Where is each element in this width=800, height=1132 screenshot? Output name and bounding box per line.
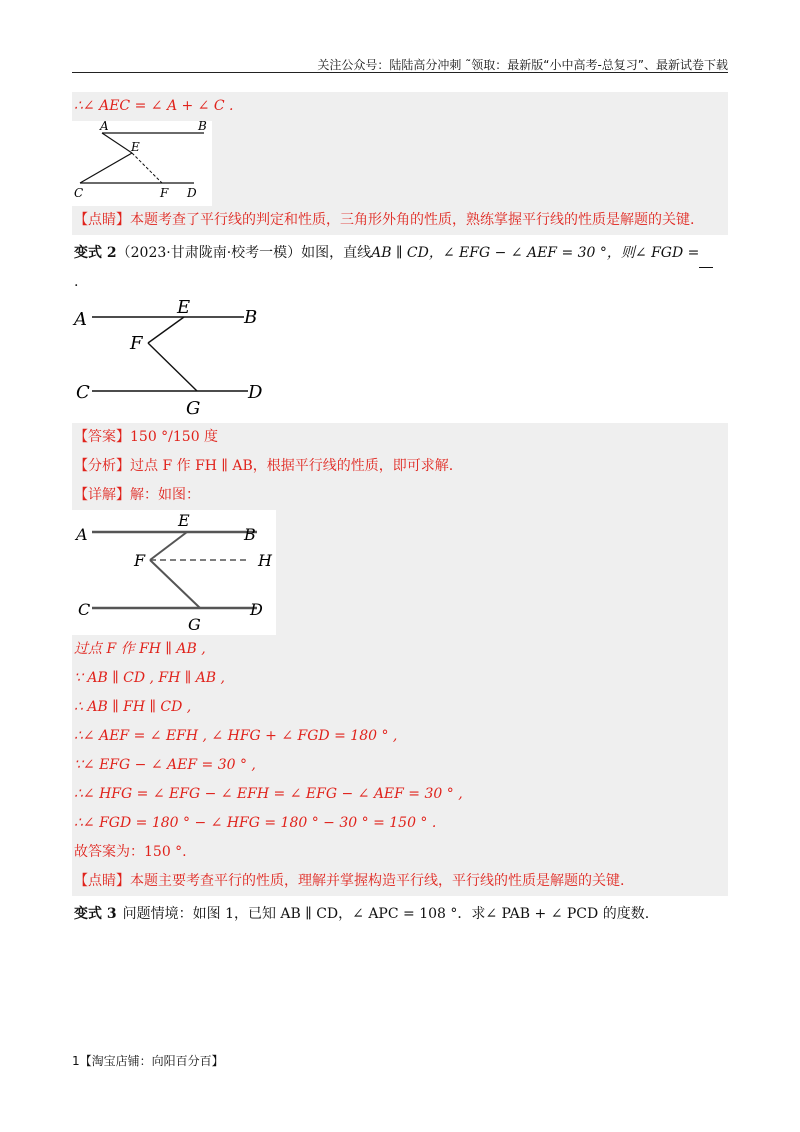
solution-step: ∴ AB ∥ FH ∥ CD , [74,699,192,715]
variant2-period: . [74,274,79,290]
fig3-label-e: E [178,511,190,530]
analysis-label: 【分析】 [74,458,130,474]
fig1-label-b: B [198,121,207,133]
fig1-label-d: D [187,186,197,200]
fig2-label-a: A [74,309,87,330]
fig3-label-f: F [134,551,146,570]
solution-block-1 [72,92,728,235]
variant2-text-a: （2023·甘肃陇南·校考一模）如图，直线 [116,245,372,261]
fig1-label-c: C [74,186,84,200]
solution-step: ∵ AB ∥ CD , FH ∥ AB , [74,670,225,686]
fig3-label-g: G [188,615,201,634]
header-text: 关注公众号：陆陆高分冲刺 ˜领取：最新版“小中高考-总复习”、最新试卷下载 [317,58,728,72]
solution-steps [72,635,728,867]
variant2-line [72,239,728,268]
answer-blank [699,253,713,268]
fig1-label-e: E [131,140,140,154]
solution-block-2 [72,423,728,896]
page-content [72,92,728,929]
solution-step: ∴∠ HFG = ∠ EFG − ∠ EFH = ∠ EFG − ∠ AEF = 30 ° , [74,786,463,802]
fig2-label-f: F [130,333,143,354]
solution-step: ∴∠ AEF = ∠ EFH , ∠ HFG + ∠ FGD = 180 ° , [74,728,398,744]
detail-label: 【详解】 [74,487,130,503]
detail-intro: 解：如图： [130,487,200,503]
tip-label-1: 【点睛】 [74,212,130,228]
fig2-label-g: G [186,398,201,419]
figure-3 [72,510,276,635]
analysis-text: 过点 F 作 FH ∥ AB，根据平行线的性质，即可求解. [130,458,454,474]
variant3-label: 变式 3 [74,906,117,922]
page-header [72,52,728,73]
solution-step: 过点 F 作 FH ∥ AB , [74,641,206,657]
solution-step: ∴∠ FGD = 180 ° − ∠ HFG = 180 ° − 30 ° = 150 ° . [74,815,437,831]
fig3-label-b: B [244,525,256,544]
answer-value: 150 °/150 度 [130,429,219,445]
solution-step: 故答案为：150 °. [74,844,187,860]
fig1-label-a: A [100,121,109,133]
page-footer: 1【淘宝店铺：向阳百分百】 [72,1054,224,1068]
fig3-label-c: C [78,600,91,619]
tip-line-2 [72,867,728,896]
variant2-text-c: ，∠ EFG − ∠ AEF = 30 °，则∠ FGD = [428,245,700,261]
variant2-text-b: AB ∥ CD [371,245,429,261]
fig2-label-e: E [177,299,191,318]
tip-text-1: 本题考查了平行线的判定和性质，三角形外角的性质，熟练掌握平行线的性质是解题的关键. [130,212,695,228]
variant3-text: 问题情境：如图 1，已知 AB ∥ CD，∠ APC = 108 °．求∠ PAB + ∠ PCD 的度数. [122,906,650,922]
analysis-line [72,452,728,481]
tip-text-2: 本题主要考查平行的性质，理解并掌握构造平行线，平行线的性质是解题的关键. [130,873,625,889]
tip-label-2: 【点睛】 [74,873,130,889]
fig2-label-d: D [248,382,263,403]
fig3-label-a: A [76,525,88,544]
detail-line [72,481,728,510]
conclusion-line: ∴∠ AEC = ∠ A + ∠ C . [74,98,234,114]
fig3-label-h: H [258,551,272,570]
answer-line [72,423,728,452]
figure-1 [72,121,212,206]
variant3-line [72,900,728,929]
fig3-label-d: D [250,600,263,619]
variant2-label: 变式 2 [74,245,117,261]
fig2-label-b: B [244,307,258,328]
solution-step: ∵∠ EFG − ∠ AEF = 30 ° , [74,757,256,773]
fig2-label-c: C [76,382,90,403]
tip-line-1 [72,206,728,235]
figure-2 [72,299,272,419]
fig1-label-f: F [160,186,169,200]
answer-label: 【答案】 [74,429,130,445]
